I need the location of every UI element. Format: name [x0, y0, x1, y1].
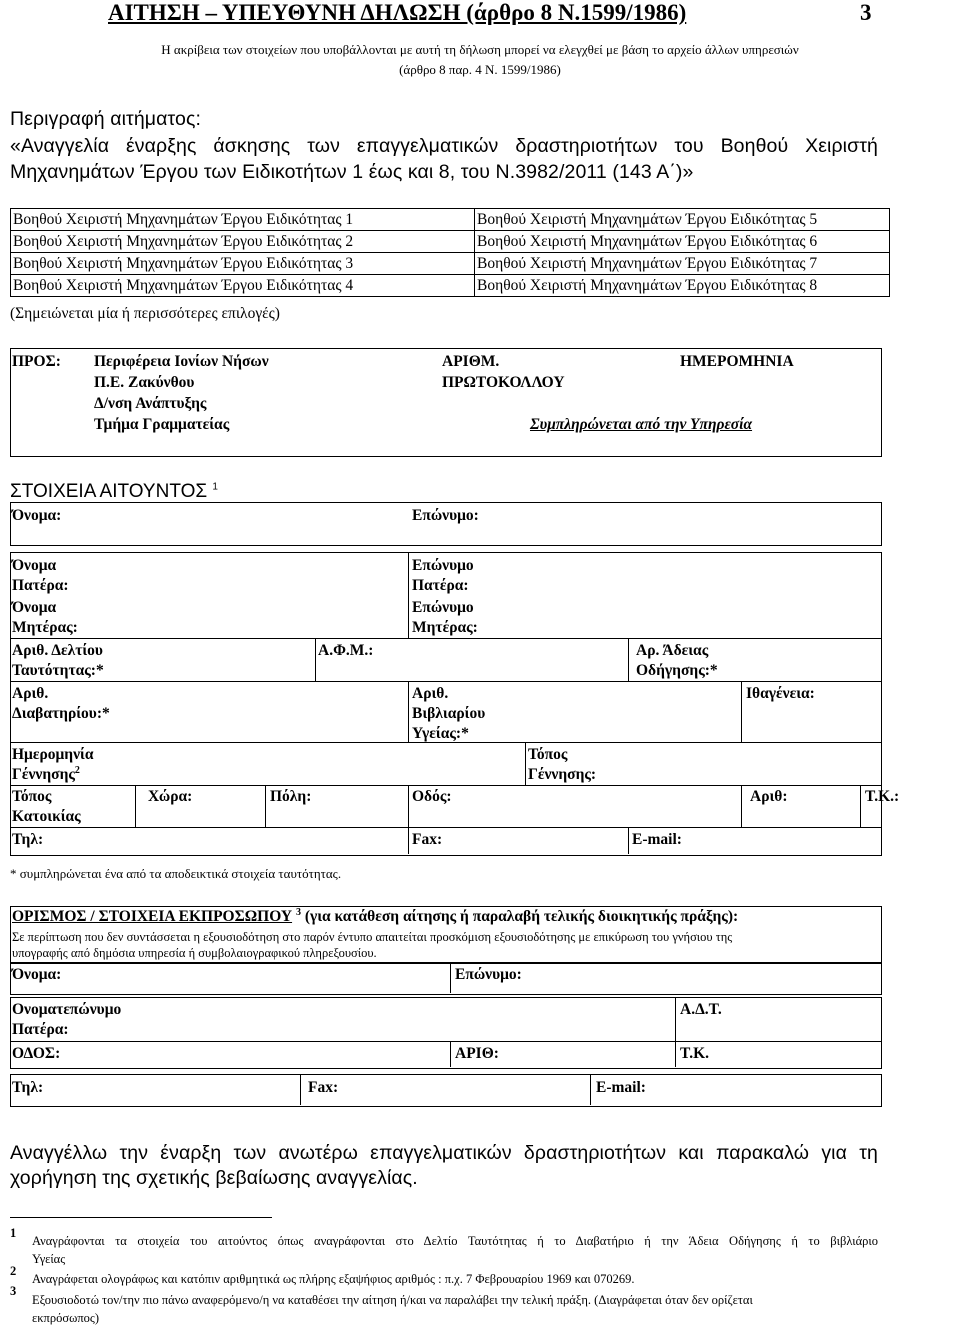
representative-note-line1: Σε περίπτωση που δεν συντάσσεται η εξουσιοδότηση στο παρόν έντυπο απαιτείται προσκόμιση εξουσιοδότησης με επικύρωση του γνήσιου της: [12, 930, 733, 944]
first-name-field[interactable]: Όνομα:: [12, 507, 62, 524]
footnote-separator: [10, 1217, 272, 1218]
passport-field[interactable]: Αριθ. Διαβατηρίου:*: [12, 685, 110, 722]
mother-name-field[interactable]: Όνομα Μητέρας:: [12, 599, 78, 636]
footnote-number: 3: [10, 1284, 17, 1298]
footnote-3-line2: εκπρόσωπος): [32, 1311, 99, 1325]
footnote-ref-3: 3: [295, 906, 301, 918]
accuracy-note-line1: Η ακρίβεια των στοιχείων που υποβάλλονται με αυτή τη δήλωση μπορεί να ελεγχθεί με βάση το αρχείο άλλων υπηρεσιών: [161, 42, 799, 57]
footnote-2-text: Αναγράφεται ολογράφως και κατόπιν αριθμητικά ως πλήρης εξαψήφιος αριθμός : π.χ. 7 Φεβρουαρίου 1969 και 070269.: [32, 1272, 635, 1286]
father-surname-field[interactable]: Επώνυμο Πατέρα:: [412, 557, 474, 594]
rep-last-name-field[interactable]: Επώνυμο:: [455, 966, 522, 983]
birth-date-field[interactable]: Ημερομηνία Γέννησης$^2$: [12, 746, 94, 783]
rep-number-field[interactable]: ΑΡΙΘ:: [455, 1045, 499, 1062]
father-name-field[interactable]: Όνομα Πατέρα:: [12, 557, 69, 594]
rep-fax-field[interactable]: Fax:: [308, 1079, 339, 1096]
birth-place-field[interactable]: Τόπος Γέννησης:: [528, 746, 597, 783]
id-card-field[interactable]: Αριθ. Δελτίου Ταυτότητας:*: [12, 642, 104, 679]
driving-license-field[interactable]: Αρ. Άδειας Οδήγησης:*: [636, 642, 718, 679]
page-number: 3: [860, 0, 872, 25]
description-line1: «Αναγγελία έναρξης άσκησης των επαγγελματικών δραστηριοτήτων του Βοηθού Χειριστή: [10, 135, 878, 157]
applicant-heading-text: ΣΤΟΙΧΕΙΑ ΑΙΤΟΥΝΤΟΣ: [10, 481, 208, 502]
protocol-number-label-2: ΠΡΩΤΟΚΟΛΛΟΥ: [442, 374, 565, 391]
accuracy-note-line2: (άρθρο 8 παρ. 4 Ν. 1599/1986): [399, 62, 561, 77]
street-field[interactable]: Οδός:: [412, 788, 452, 805]
specialties-table: [10, 208, 890, 297]
pros-label: ΠΡΟΣ:: [12, 353, 61, 370]
specialty-option-5[interactable]: Βοηθού Χειριστή Μηχανημάτων Έργου Ειδικότητας 5: [475, 209, 890, 231]
rep-email-field[interactable]: E-mail:: [596, 1079, 646, 1096]
recipient-line: Δ/νση Ανάπτυξης: [94, 395, 207, 412]
id-proof-note: * συμπληρώνεται ένα από τα αποδεικτικά στοιχεία ταυτότητας.: [10, 866, 342, 881]
representative-note-line2: υπογραφής από δημόσια υπηρεσία ή συμβολαιογραφικού πληρεξουσίου.: [12, 946, 377, 960]
rep-father-fullname-field[interactable]: Ονοματεπώνυμο Πατέρα:: [12, 1001, 122, 1038]
recipient-line: Τμήμα Γραμματείας: [94, 416, 230, 433]
specialty-option-7[interactable]: Βοηθού Χειριστή Μηχανημάτων Έργου Ειδικότητας 7: [475, 253, 890, 275]
fax-field[interactable]: Fax:: [412, 831, 443, 848]
specialty-option-1[interactable]: Βοηθού Χειριστή Μηχανημάτων Έργου Ειδικότητας 1: [11, 209, 475, 231]
residence-label: Τόπος Κατοικίας: [12, 788, 81, 825]
specialty-option-6[interactable]: Βοηθού Χειριστή Μηχανημάτων Έργου Ειδικότητας 6: [475, 231, 890, 253]
specialty-option-4[interactable]: Βοηθού Χειριστή Μηχανημάτων Έργου Ειδικότητας 4: [11, 275, 475, 297]
service-fill-note: Συμπληρώνεται από την Υπηρεσία: [530, 416, 753, 433]
phone-field[interactable]: Τηλ:: [12, 831, 44, 848]
description-line2: Μηχανημάτων Έργου των Ειδικοτήτων 1 έως και 8, του Ν.3982/2011 (143 Α΄)»: [10, 161, 694, 183]
table-row: [11, 253, 890, 275]
representative-name-box: [10, 962, 882, 995]
representative-details-box: [10, 997, 882, 1069]
announcement-line2: χορήγηση της σχετικής βεβαίωσης αναγγελίας.: [10, 1167, 418, 1189]
protocol-number-label-1: ΑΡΙΘΜ.: [442, 353, 500, 370]
postcode-field[interactable]: Τ.Κ.:: [865, 788, 900, 805]
date-label: ΗΜΕΡΟΜΗΝΙΑ: [680, 353, 794, 370]
document-title: ΑΙΤΗΣΗ – ΥΠΕΥΘΥΝΗ ΔΗΛΩΣΗ (άρθρο 8 Ν.1599/1986): [108, 0, 687, 25]
representative-contact-box: [10, 1074, 882, 1107]
specialty-option-8[interactable]: Βοηθού Χειριστή Μηχανημάτων Έργου Ειδικότητας 8: [475, 275, 890, 297]
footnote-3-line1: Εξουσιοδοτώ τον/την πιο πάνω αναφερόμενο/η να καταθέσει την αίτηση ή/και να παραλάβει την τελική πράξη. (Διαγράφεται όταν δεν ορίζεται: [32, 1293, 753, 1307]
country-field[interactable]: Χώρα:: [148, 788, 193, 805]
mother-surname-field[interactable]: Επώνυμο Μητέρας:: [412, 599, 478, 636]
rep-first-name-field[interactable]: Όνομα:: [12, 966, 62, 983]
representative-heading-text: ΟΡΙΣΜΟΣ / ΣΤΟΙΧΕΙΑ ΕΚΠΡΟΣΩΠΟΥ: [12, 908, 293, 925]
health-book-field[interactable]: Αριθ. Βιβλιαρίου Υγείας:*: [412, 685, 486, 742]
specialty-option-2[interactable]: Βοηθού Χειριστή Μηχανημάτων Έργου Ειδικότητας 2: [11, 231, 475, 253]
table-row: [11, 209, 890, 231]
rep-adt-field[interactable]: Α.Δ.Τ.: [680, 1001, 722, 1018]
nationality-field[interactable]: Ιθαγένεια:: [746, 685, 815, 702]
representative-heading: [12, 908, 738, 926]
footnote-number: 1: [10, 1226, 17, 1240]
representative-heading-rest: (για κατάθεση αίτησης ή παραλαβή τελικής διοικητικής πράξης):: [304, 908, 739, 925]
last-name-field[interactable]: Επώνυμο:: [412, 507, 479, 524]
recipient-line: Περιφέρεια Ιονίων Νήσων: [94, 353, 269, 370]
announcement-line1: Αναγγέλλω την έναρξη των ανωτέρω επαγγελματικών δραστηριοτήτων και παρακαλώ για τη: [10, 1142, 878, 1164]
rep-street-field[interactable]: ΟΔΟΣ:: [12, 1045, 61, 1062]
description-label: Περιγραφή αιτήματος:: [10, 108, 201, 130]
specialty-option-3[interactable]: Βοηθού Χειριστή Μηχανημάτων Έργου Ειδικότητας 3: [11, 253, 475, 275]
rep-postcode-field[interactable]: Τ.Κ.: [680, 1045, 709, 1062]
options-note: (Σημειώνεται μία ή περισσότερες επιλογές): [10, 305, 280, 322]
recipient-line: Π.Ε. Ζακύνθου: [94, 374, 195, 391]
footnote-ref-1: 1: [212, 481, 218, 493]
rep-phone-field[interactable]: Τηλ:: [12, 1079, 44, 1096]
applicant-heading: [10, 481, 218, 503]
email-field[interactable]: E-mail:: [632, 831, 682, 848]
table-row: [11, 275, 890, 297]
city-field[interactable]: Πόλη:: [270, 788, 312, 805]
afm-field[interactable]: Α.Φ.Μ.:: [318, 642, 374, 659]
footnote-1-line2: Υγείας: [32, 1252, 66, 1266]
footnote-1-line1: Αναγράφονται τα στοιχεία του αιτούντος όπως αναγράφονται στο Δελτίο Ταυτότητας ή το Διαβατήριο ή την Άδεια Οδήγησης ή το βιβλιάριο: [32, 1234, 878, 1248]
footnote-number: 2: [10, 1264, 17, 1278]
street-number-field[interactable]: Αριθ:: [750, 788, 788, 805]
table-row: [11, 231, 890, 253]
